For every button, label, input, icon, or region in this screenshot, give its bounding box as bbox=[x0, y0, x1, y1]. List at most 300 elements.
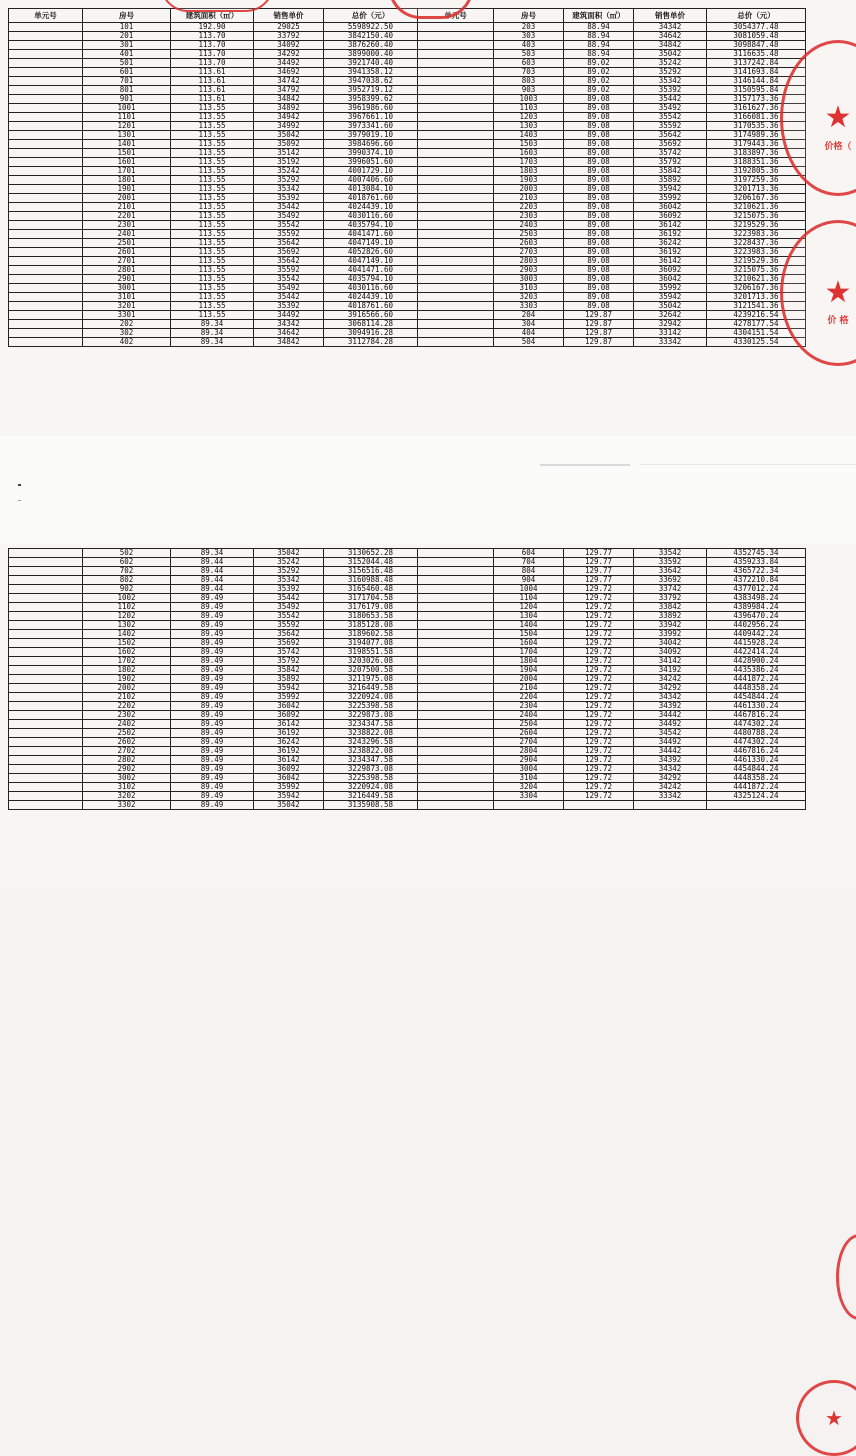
room-cell: 2202 bbox=[83, 702, 171, 711]
room-cell-2: 1003 bbox=[494, 95, 564, 104]
unit-cell-2 bbox=[418, 338, 494, 347]
unit-cell bbox=[9, 95, 83, 104]
scan-streak bbox=[540, 464, 630, 466]
room-cell-2: 1304 bbox=[494, 612, 564, 621]
area-cell: 89.49 bbox=[171, 711, 254, 720]
room-cell: 2801 bbox=[83, 266, 171, 275]
total-cell-2: 3146144.84 bbox=[707, 77, 806, 86]
room-cell-2: 904 bbox=[494, 576, 564, 585]
area-cell-2: 89.08 bbox=[564, 149, 634, 158]
total-cell-2: 4389984.24 bbox=[707, 603, 806, 612]
total-cell-2: 3219529.36 bbox=[707, 221, 806, 230]
unit-cell-2 bbox=[418, 621, 494, 630]
area-cell-2: 89.08 bbox=[564, 158, 634, 167]
price-cell: 35442 bbox=[254, 293, 324, 302]
price-cell: 35842 bbox=[254, 666, 324, 675]
total-cell: 3967661.10 bbox=[324, 113, 418, 122]
table-row bbox=[9, 32, 806, 41]
page-top-section bbox=[0, 0, 856, 436]
table-row bbox=[9, 248, 806, 257]
unit-cell-2 bbox=[418, 131, 494, 140]
unit-cell-2 bbox=[418, 68, 494, 77]
room-cell-2: 2204 bbox=[494, 693, 564, 702]
room-cell: 601 bbox=[83, 68, 171, 77]
table-row bbox=[9, 729, 806, 738]
room-cell-2: 1203 bbox=[494, 113, 564, 122]
room-cell-2: 2203 bbox=[494, 203, 564, 212]
room-cell: 2201 bbox=[83, 212, 171, 221]
total-cell: 3189602.58 bbox=[324, 630, 418, 639]
area-cell: 113.55 bbox=[171, 203, 254, 212]
area-cell-2: 89.02 bbox=[564, 77, 634, 86]
unit-cell bbox=[9, 329, 83, 338]
total-cell-2: 3223983.36 bbox=[707, 248, 806, 257]
table-row bbox=[9, 639, 806, 648]
price-cell: 36092 bbox=[254, 711, 324, 720]
total-cell-2: 4422414.24 bbox=[707, 648, 806, 657]
price-cell: 36142 bbox=[254, 756, 324, 765]
room-cell: 3301 bbox=[83, 311, 171, 320]
area-cell-2: 129.72 bbox=[564, 693, 634, 702]
area-cell: 89.49 bbox=[171, 783, 254, 792]
total-cell-2: 4415928.24 bbox=[707, 639, 806, 648]
unit-cell bbox=[9, 693, 83, 702]
room-cell: 901 bbox=[83, 95, 171, 104]
room-cell-2: 1703 bbox=[494, 158, 564, 167]
price-cell-2: 35642 bbox=[634, 131, 707, 140]
unit-cell-2 bbox=[418, 630, 494, 639]
room-cell: 602 bbox=[83, 558, 171, 567]
unit-cell bbox=[9, 338, 83, 347]
price-cell: 34642 bbox=[254, 329, 324, 338]
table-row bbox=[9, 257, 806, 266]
price-cell-2: 32942 bbox=[634, 320, 707, 329]
price-cell: 35392 bbox=[254, 585, 324, 594]
room-cell: 1002 bbox=[83, 594, 171, 603]
unit-cell-2 bbox=[418, 567, 494, 576]
price-cell: 35142 bbox=[254, 149, 324, 158]
price-cell-2: 35292 bbox=[634, 68, 707, 77]
total-cell: 4047149.10 bbox=[324, 257, 418, 266]
total-cell: 3160988.48 bbox=[324, 576, 418, 585]
total-cell-2: 4359233.84 bbox=[707, 558, 806, 567]
room-cell-2: 1303 bbox=[494, 122, 564, 131]
area-cell-2: 89.08 bbox=[564, 248, 634, 257]
room-cell-2: 2503 bbox=[494, 230, 564, 239]
room-cell-2: 2903 bbox=[494, 266, 564, 275]
price-cell: 35792 bbox=[254, 657, 324, 666]
area-cell-2: 129.72 bbox=[564, 774, 634, 783]
price-cell-2: 36142 bbox=[634, 221, 707, 230]
price-cell: 33792 bbox=[254, 32, 324, 41]
unit-cell bbox=[9, 720, 83, 729]
price-cell: 35992 bbox=[254, 693, 324, 702]
total-cell: 3229873.08 bbox=[324, 711, 418, 720]
area-cell-2: 129.72 bbox=[564, 702, 634, 711]
price-cell-2: 35442 bbox=[634, 95, 707, 104]
total-cell: 3220924.08 bbox=[324, 783, 418, 792]
table-row bbox=[9, 549, 806, 558]
area-cell: 113.55 bbox=[171, 221, 254, 230]
room-cell: 2701 bbox=[83, 257, 171, 266]
unit-cell-2 bbox=[418, 113, 494, 122]
total-cell-2: 4304151.54 bbox=[707, 329, 806, 338]
unit-cell-2 bbox=[418, 792, 494, 801]
room-cell-2: 1804 bbox=[494, 657, 564, 666]
total-cell: 4024439.10 bbox=[324, 293, 418, 302]
area-cell: 89.49 bbox=[171, 666, 254, 675]
table-row bbox=[9, 567, 806, 576]
area-cell: 113.61 bbox=[171, 77, 254, 86]
total-cell: 3984696.60 bbox=[324, 140, 418, 149]
price-cell: 35192 bbox=[254, 158, 324, 167]
total-cell-2: 4461330.24 bbox=[707, 702, 806, 711]
area-cell-2: 89.08 bbox=[564, 266, 634, 275]
total-cell-2: 4383498.24 bbox=[707, 594, 806, 603]
area-cell: 89.34 bbox=[171, 320, 254, 329]
total-cell-2: 3206167.36 bbox=[707, 284, 806, 293]
room-cell-2: 803 bbox=[494, 77, 564, 86]
price-cell-2: 35892 bbox=[634, 176, 707, 185]
unit-cell bbox=[9, 594, 83, 603]
area-cell: 113.55 bbox=[171, 257, 254, 266]
area-cell-2: 89.08 bbox=[564, 284, 634, 293]
table-row bbox=[9, 212, 806, 221]
area-cell-2: 129.72 bbox=[564, 720, 634, 729]
unit-cell bbox=[9, 230, 83, 239]
unit-cell-2 bbox=[418, 149, 494, 158]
area-cell-2: 89.08 bbox=[564, 140, 634, 149]
price-cell-2: 34842 bbox=[634, 41, 707, 50]
room-cell: 3302 bbox=[83, 801, 171, 810]
area-cell-2: 129.77 bbox=[564, 567, 634, 576]
unit-cell bbox=[9, 32, 83, 41]
room-cell-2: 1504 bbox=[494, 630, 564, 639]
total-cell-2: 3116635.48 bbox=[707, 50, 806, 59]
room-cell: 1901 bbox=[83, 185, 171, 194]
unit-cell-2 bbox=[418, 783, 494, 792]
total-cell: 3198551.58 bbox=[324, 648, 418, 657]
table-row bbox=[9, 801, 806, 810]
table-row bbox=[9, 666, 806, 675]
room-cell: 801 bbox=[83, 86, 171, 95]
unit-cell bbox=[9, 738, 83, 747]
price-cell-2: 34342 bbox=[634, 765, 707, 774]
total-cell: 3216449.58 bbox=[324, 792, 418, 801]
total-cell: 3958399.62 bbox=[324, 95, 418, 104]
price-cell: 35692 bbox=[254, 639, 324, 648]
area-cell-2: 89.08 bbox=[564, 176, 634, 185]
unit-cell bbox=[9, 167, 83, 176]
area-cell-2: 129.72 bbox=[564, 756, 634, 765]
area-cell-2: 89.08 bbox=[564, 257, 634, 266]
table-row bbox=[9, 585, 806, 594]
unit-cell-2 bbox=[418, 95, 494, 104]
unit-cell bbox=[9, 149, 83, 158]
price-cell-2: 35042 bbox=[634, 50, 707, 59]
total-cell: 3112784.28 bbox=[324, 338, 418, 347]
price-cell-2: 34292 bbox=[634, 684, 707, 693]
unit-cell-2 bbox=[418, 756, 494, 765]
total-cell-2: 4461330.24 bbox=[707, 756, 806, 765]
area-cell: 89.49 bbox=[171, 603, 254, 612]
total-cell: 3130652.28 bbox=[324, 549, 418, 558]
area-cell: 89.44 bbox=[171, 567, 254, 576]
header-total-2: 总价（元） bbox=[707, 9, 806, 23]
area-cell-2: 129.87 bbox=[564, 329, 634, 338]
area-cell-2: 89.08 bbox=[564, 302, 634, 311]
unit-cell-2 bbox=[418, 239, 494, 248]
total-cell-2 bbox=[707, 801, 806, 810]
price-cell-2: 35592 bbox=[634, 122, 707, 131]
unit-cell bbox=[9, 284, 83, 293]
area-cell-2: 89.08 bbox=[564, 167, 634, 176]
total-cell-2: 4325124.24 bbox=[707, 792, 806, 801]
area-cell-2: 129.72 bbox=[564, 792, 634, 801]
table-row bbox=[9, 275, 806, 284]
price-cell-2: 34492 bbox=[634, 738, 707, 747]
room-cell: 2302 bbox=[83, 711, 171, 720]
price-cell: 34842 bbox=[254, 338, 324, 347]
total-cell-2: 3137242.84 bbox=[707, 59, 806, 68]
table-row bbox=[9, 176, 806, 185]
table-row bbox=[9, 693, 806, 702]
room-cell: 1401 bbox=[83, 140, 171, 149]
room-cell: 2002 bbox=[83, 684, 171, 693]
price-cell-2: 34242 bbox=[634, 783, 707, 792]
price-cell: 35992 bbox=[254, 783, 324, 792]
price-cell: 35492 bbox=[254, 603, 324, 612]
total-cell-2: 3188351.36 bbox=[707, 158, 806, 167]
page-bottom-section bbox=[0, 544, 856, 1430]
total-cell: 3211975.08 bbox=[324, 675, 418, 684]
unit-cell-2 bbox=[418, 185, 494, 194]
room-cell: 101 bbox=[83, 23, 171, 32]
price-cell: 34892 bbox=[254, 104, 324, 113]
table-row bbox=[9, 59, 806, 68]
unit-cell bbox=[9, 50, 83, 59]
unit-cell-2 bbox=[418, 248, 494, 257]
room-cell-2: 603 bbox=[494, 59, 564, 68]
area-cell: 113.55 bbox=[171, 113, 254, 122]
area-cell: 113.55 bbox=[171, 275, 254, 284]
area-cell: 113.55 bbox=[171, 131, 254, 140]
room-cell-2: 3103 bbox=[494, 284, 564, 293]
price-cell-2: 36042 bbox=[634, 275, 707, 284]
scan-speck bbox=[18, 484, 21, 486]
area-cell-2: 89.08 bbox=[564, 122, 634, 131]
total-cell: 3979019.10 bbox=[324, 131, 418, 140]
table-row bbox=[9, 23, 806, 32]
unit-cell bbox=[9, 176, 83, 185]
area-cell-2: 129.72 bbox=[564, 729, 634, 738]
total-cell-2: 3179443.36 bbox=[707, 140, 806, 149]
room-cell-2: 2003 bbox=[494, 185, 564, 194]
room-cell: 2301 bbox=[83, 221, 171, 230]
area-cell: 89.49 bbox=[171, 612, 254, 621]
price-table-bottom bbox=[8, 548, 806, 810]
price-cell-2: 35792 bbox=[634, 158, 707, 167]
price-cell: 35442 bbox=[254, 594, 324, 603]
unit-cell bbox=[9, 747, 83, 756]
total-cell-2: 4428900.24 bbox=[707, 657, 806, 666]
table-row bbox=[9, 113, 806, 122]
total-cell-2: 3054377.48 bbox=[707, 23, 806, 32]
price-cell-2: 35542 bbox=[634, 113, 707, 122]
unit-cell-2 bbox=[418, 293, 494, 302]
unit-cell bbox=[9, 585, 83, 594]
table-row bbox=[9, 221, 806, 230]
area-cell: 113.55 bbox=[171, 239, 254, 248]
header-unit: 单元号 bbox=[9, 9, 83, 23]
total-cell-2: 4448358.24 bbox=[707, 684, 806, 693]
area-cell: 89.49 bbox=[171, 693, 254, 702]
total-cell-2: 4278177.54 bbox=[707, 320, 806, 329]
room-cell-2: 3104 bbox=[494, 774, 564, 783]
unit-cell-2 bbox=[418, 774, 494, 783]
price-cell-2: 33542 bbox=[634, 549, 707, 558]
room-cell-2: 3204 bbox=[494, 783, 564, 792]
area-cell-2: 129.72 bbox=[564, 738, 634, 747]
unit-cell bbox=[9, 603, 83, 612]
area-cell-2: 89.08 bbox=[564, 221, 634, 230]
area-cell: 89.49 bbox=[171, 792, 254, 801]
scan-speck bbox=[18, 500, 21, 501]
total-cell-2: 4454844.24 bbox=[707, 765, 806, 774]
unit-cell-2 bbox=[418, 639, 494, 648]
price-cell: 34742 bbox=[254, 77, 324, 86]
area-cell-2: 89.08 bbox=[564, 113, 634, 122]
area-cell: 113.55 bbox=[171, 176, 254, 185]
room-cell-2: 204 bbox=[494, 311, 564, 320]
total-cell-2: 4474302.24 bbox=[707, 738, 806, 747]
total-cell: 3203026.08 bbox=[324, 657, 418, 666]
price-cell-2: 36192 bbox=[634, 230, 707, 239]
area-cell-2: 129.72 bbox=[564, 675, 634, 684]
total-cell: 3220924.08 bbox=[324, 693, 418, 702]
unit-cell bbox=[9, 122, 83, 131]
area-cell-2: 89.08 bbox=[564, 104, 634, 113]
table-row bbox=[9, 320, 806, 329]
unit-cell-2 bbox=[418, 675, 494, 684]
price-cell: 35742 bbox=[254, 648, 324, 657]
area-cell: 113.70 bbox=[171, 50, 254, 59]
price-cell: 34692 bbox=[254, 68, 324, 77]
total-cell-2: 3228437.36 bbox=[707, 239, 806, 248]
price-cell: 35292 bbox=[254, 567, 324, 576]
header-price: 销售单价 bbox=[254, 9, 324, 23]
unit-cell bbox=[9, 293, 83, 302]
unit-cell-2 bbox=[418, 302, 494, 311]
total-cell-2: 4402956.24 bbox=[707, 621, 806, 630]
room-cell: 1802 bbox=[83, 666, 171, 675]
room-cell-2: 1004 bbox=[494, 585, 564, 594]
table-row bbox=[9, 338, 806, 347]
price-cell-2: 35942 bbox=[634, 185, 707, 194]
total-cell-2: 4454844.24 bbox=[707, 693, 806, 702]
area-cell-2: 89.08 bbox=[564, 239, 634, 248]
unit-cell-2 bbox=[418, 576, 494, 585]
table-row bbox=[9, 266, 806, 275]
unit-cell-2 bbox=[418, 266, 494, 275]
room-cell-2: 2403 bbox=[494, 221, 564, 230]
total-cell: 4001729.10 bbox=[324, 167, 418, 176]
price-cell-2: 33592 bbox=[634, 558, 707, 567]
room-cell-2: 1904 bbox=[494, 666, 564, 675]
unit-cell bbox=[9, 86, 83, 95]
price-cell: 34842 bbox=[254, 95, 324, 104]
unit-cell bbox=[9, 311, 83, 320]
official-seal-bottom-right: ★ bbox=[796, 1380, 856, 1456]
area-cell: 89.49 bbox=[171, 630, 254, 639]
unit-cell-2 bbox=[418, 648, 494, 657]
area-cell: 89.49 bbox=[171, 729, 254, 738]
price-cell: 35642 bbox=[254, 239, 324, 248]
room-cell-2: 3003 bbox=[494, 275, 564, 284]
table-row bbox=[9, 167, 806, 176]
table-row bbox=[9, 603, 806, 612]
unit-cell bbox=[9, 666, 83, 675]
seal-text-1: 价格（ bbox=[824, 142, 852, 152]
price-cell-2: 35992 bbox=[634, 194, 707, 203]
total-cell-2: 4352745.34 bbox=[707, 549, 806, 558]
price-cell-2: 33792 bbox=[634, 594, 707, 603]
price-cell: 35592 bbox=[254, 230, 324, 239]
room-cell: 1801 bbox=[83, 176, 171, 185]
table-row bbox=[9, 648, 806, 657]
unit-cell bbox=[9, 711, 83, 720]
price-cell: 35342 bbox=[254, 185, 324, 194]
area-cell-2: 129.72 bbox=[564, 639, 634, 648]
area-cell: 113.61 bbox=[171, 68, 254, 77]
area-cell: 192.90 bbox=[171, 23, 254, 32]
unit-cell bbox=[9, 239, 83, 248]
price-cell-2: 34242 bbox=[634, 675, 707, 684]
official-seal-right-3 bbox=[836, 1234, 856, 1320]
area-cell: 89.44 bbox=[171, 558, 254, 567]
room-cell: 2001 bbox=[83, 194, 171, 203]
total-cell: 4030116.60 bbox=[324, 212, 418, 221]
total-cell: 4035794.10 bbox=[324, 221, 418, 230]
total-cell: 3234347.58 bbox=[324, 720, 418, 729]
unit-cell bbox=[9, 621, 83, 630]
total-cell: 3194077.08 bbox=[324, 639, 418, 648]
total-cell-2: 4435386.24 bbox=[707, 666, 806, 675]
table-row bbox=[9, 239, 806, 248]
room-cell-2: 1403 bbox=[494, 131, 564, 140]
price-cell-2: 35342 bbox=[634, 77, 707, 86]
price-cell-2: 34092 bbox=[634, 648, 707, 657]
price-cell: 36192 bbox=[254, 747, 324, 756]
price-cell-2: 34292 bbox=[634, 774, 707, 783]
unit-cell-2 bbox=[418, 711, 494, 720]
unit-cell-2 bbox=[418, 320, 494, 329]
area-cell-2: 89.08 bbox=[564, 203, 634, 212]
room-cell-2: 403 bbox=[494, 41, 564, 50]
room-cell-2: 2803 bbox=[494, 257, 564, 266]
room-cell: 201 bbox=[83, 32, 171, 41]
room-cell: 2502 bbox=[83, 729, 171, 738]
room-cell-2: 2104 bbox=[494, 684, 564, 693]
total-cell: 3961986.60 bbox=[324, 104, 418, 113]
header-total: 总价（元） bbox=[324, 9, 418, 23]
total-cell: 4035794.10 bbox=[324, 275, 418, 284]
price-cell-2: 33642 bbox=[634, 567, 707, 576]
table-row bbox=[9, 77, 806, 86]
total-cell: 3916566.60 bbox=[324, 311, 418, 320]
table-row bbox=[9, 684, 806, 693]
price-cell: 36192 bbox=[254, 729, 324, 738]
